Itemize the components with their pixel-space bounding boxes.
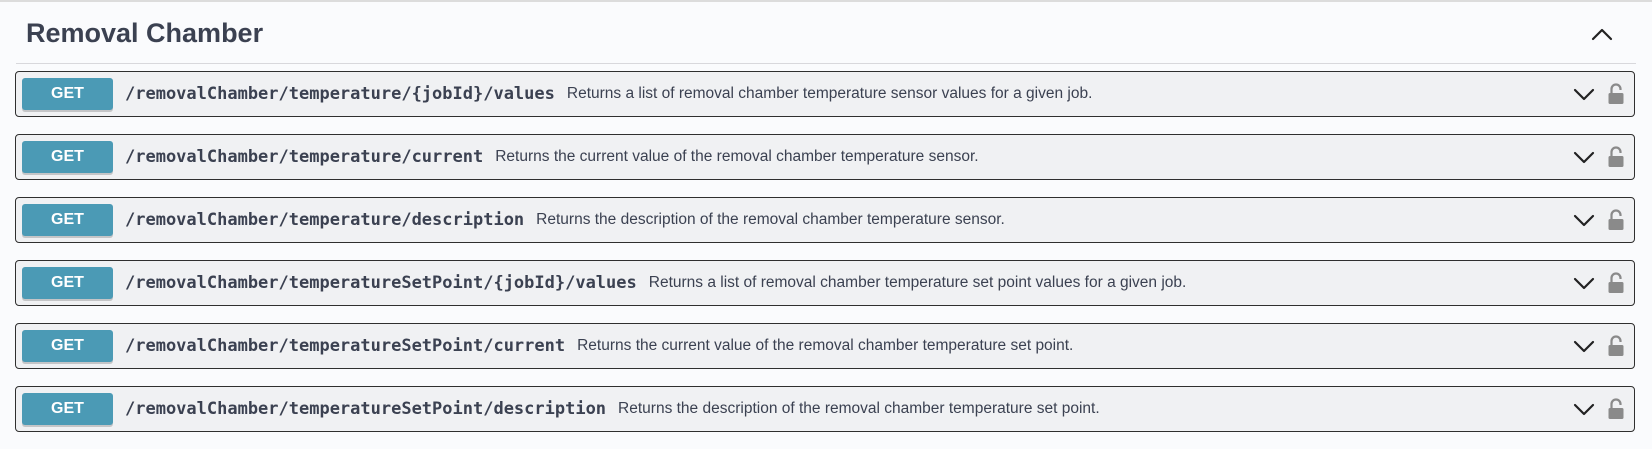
collapse-section-button[interactable] [1582, 14, 1622, 54]
operation-row[interactable] [15, 134, 1635, 180]
chevron-down-icon [1573, 87, 1595, 101]
method-badge: GET [22, 78, 113, 110]
chevron-down-icon [1573, 339, 1595, 353]
chevron-down-icon [1573, 276, 1595, 290]
unlocked-padlock-icon [1607, 209, 1625, 231]
top-divider [0, 0, 1652, 2]
expand-operation-button[interactable] [1572, 82, 1596, 106]
authorize-button[interactable] [1606, 397, 1626, 421]
expand-operation-button[interactable] [1572, 145, 1596, 169]
operation-row[interactable] [15, 323, 1635, 369]
chevron-up-icon [1591, 27, 1613, 41]
operation-row[interactable] [15, 71, 1635, 117]
method-badge: GET [22, 204, 113, 236]
operation-path: /removalChamber/temperature/current [125, 147, 484, 167]
operation-summary: Returns the current value of the removal chamber temperature set point. [577, 337, 1074, 354]
expand-operation-button[interactable] [1572, 397, 1596, 421]
authorize-button[interactable] [1606, 208, 1626, 232]
expand-operation-button[interactable] [1572, 334, 1596, 358]
authorize-button[interactable] [1606, 334, 1626, 358]
operation-row[interactable] [15, 260, 1635, 306]
section-title: Removal Chamber [26, 18, 264, 48]
unlocked-padlock-icon [1607, 83, 1625, 105]
operations-list [15, 71, 1635, 449]
expand-operation-button[interactable] [1572, 208, 1596, 232]
expand-operation-button[interactable] [1572, 271, 1596, 295]
authorize-button[interactable] [1606, 145, 1626, 169]
chevron-down-icon [1573, 213, 1595, 227]
method-badge: GET [22, 330, 113, 362]
operation-path: /removalChamber/temperatureSetPoint/description [125, 399, 607, 419]
unlocked-padlock-icon [1607, 398, 1625, 420]
operation-summary: Returns the current value of the removal chamber temperature sensor. [495, 148, 979, 165]
unlocked-padlock-icon [1607, 335, 1625, 357]
authorize-button[interactable] [1606, 271, 1626, 295]
operation-row[interactable] [15, 386, 1635, 432]
unlocked-padlock-icon [1607, 272, 1625, 294]
unlocked-padlock-icon [1607, 146, 1625, 168]
operation-row[interactable] [15, 197, 1635, 243]
operation-summary: Returns the description of the removal chamber temperature sensor. [536, 211, 1005, 228]
method-badge: GET [22, 267, 113, 299]
operation-summary: Returns a list of removal chamber temperature sensor values for a given job. [566, 85, 1093, 102]
section-header-removal-chamber[interactable] [16, 4, 1636, 64]
method-badge: GET [22, 393, 113, 425]
operation-path: /removalChamber/temperatureSetPoint/current [125, 336, 566, 356]
chevron-down-icon [1573, 150, 1595, 164]
operation-summary: Returns the description of the removal chamber temperature set point. [618, 400, 1100, 417]
operation-summary: Returns a list of removal chamber temperature set point values for a given job. [648, 274, 1187, 291]
operation-path: /removalChamber/temperature/{jobId}/values [125, 84, 555, 104]
chevron-down-icon [1573, 402, 1595, 416]
operation-path: /removalChamber/temperature/description [125, 210, 525, 230]
method-badge: GET [22, 141, 113, 173]
operation-path: /removalChamber/temperatureSetPoint/{jobId}/values [125, 273, 637, 293]
authorize-button[interactable] [1606, 82, 1626, 106]
